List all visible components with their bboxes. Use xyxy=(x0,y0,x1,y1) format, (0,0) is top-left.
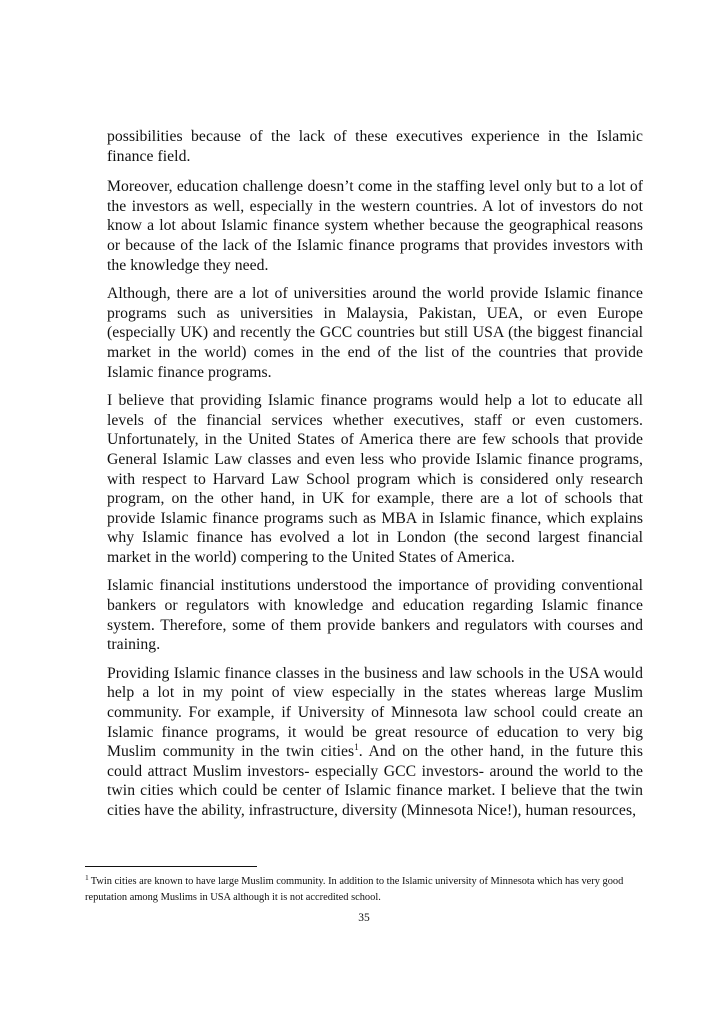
paragraph: Moreover, education challenge doesn’t come in the staffing level only but to a lot of the investors as well, especially in the western countries. A lot of investors do not know a lot about Islamic finance system whether because the geographical reasons or because of the lack of the Islamic finance programs that provides investors with the knowledge they need. xyxy=(107,178,643,274)
paragraph: possibilities because of the lack of these executives experience in the Islamic finance field. xyxy=(107,128,643,165)
footnote-mark: 1 xyxy=(85,872,89,882)
page-number: 35 xyxy=(358,912,370,924)
body-text xyxy=(107,127,643,830)
paragraph-text-before-note: Providing Islamic finance classes in the business and law schools in the USA would help a lot in my point of view especially in the states whereas large Muslim community. For example, if University of Minnesota law school could create an Islamic finance programs, it would be great resource of education to very big Muslim community in the twin cities xyxy=(107,664,643,761)
footnote xyxy=(85,874,645,906)
paragraph: I believe that providing Islamic finance programs would help a lot to educate all levels of the financial services whether executives, staff or even customers. Unfortunately, in the United States of America there are few schools that provide General Islamic Law classes and even less who provide Islamic finance programs, with respect to Harvard Law School program which is considered only research program, on the other hand, in UK for example, there are a lot of schools that provide Islamic finance programs such as MBA in Islamic finance, which explains why Islamic finance has evolved a lot in London (the second largest financial market in the world) compering to the United States of America. xyxy=(107,392,643,566)
paragraph-text-after-note: . And on the other hand, in the future this could attract Muslim investors- especially GCC investors- around the world to the twin cities which could be center of Islamic finance market. I believe that the twin cities have the ability, infrastructure, diversity (Minnesota Nice!), human resources, xyxy=(107,743,643,819)
footnote-reference: 1 xyxy=(354,741,359,752)
paragraph-with-footnote xyxy=(107,664,643,821)
paragraph: Although, there are a lot of universities around the world provide Islamic finance programs such as universities in Malaysia, Pakistan, UEA, or even Europe (especially UK) and recently the GCC countries but still USA (the biggest financial market in the world) comes in the end of the list of the countries that provide Islamic finance programs. xyxy=(107,285,643,381)
footnote-text: Twin cities are known to have large Muslim community. In addition to the Islamic university of Minnesota which has very good reputation among Muslims in USA although it is not accredited school. xyxy=(85,876,624,903)
footnote-separator xyxy=(85,866,257,867)
paragraph: Islamic financial institutions understood the importance of providing conventional bankers or regulators with knowledge and education regarding Islamic finance system. Therefore, some of them provide bankers and regulators with courses and training. xyxy=(107,577,643,654)
